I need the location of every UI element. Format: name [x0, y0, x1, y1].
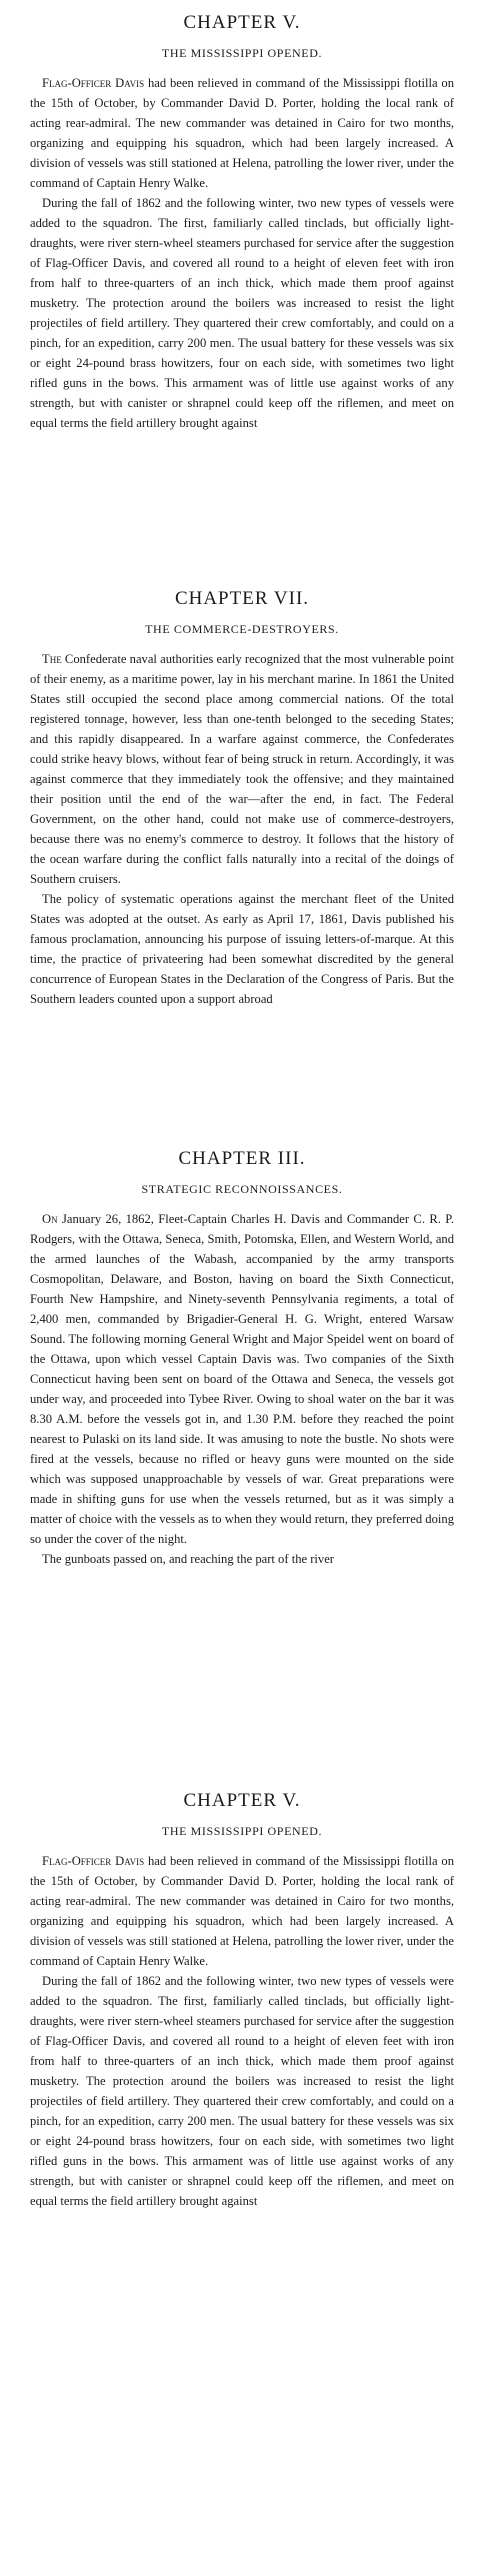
- section-heading: STRATEGIC RECONNOISSANCES.: [141, 1182, 343, 1196]
- chapter-section: [30, 12, 454, 433]
- paragraph-text: The gunboats passed on, and reaching the part of the river: [42, 1552, 335, 1566]
- paragraph: [30, 1971, 454, 2211]
- paragraph-text: had been relieved in command of the Mississippi flotilla on the 15th of October, by Commander David D. Porter, holding the local rank of acting rear-admiral. The new commander was detained in Cairo for two months, organizing and equipping his squadron, which had been largely increased. A division of vessels was still stationed at Helena, patrolling the lower river, under the command of Captain Henry Walke.: [30, 1854, 455, 1968]
- paragraph: [30, 73, 454, 193]
- paragraph-lead: The: [42, 652, 62, 666]
- chapter-section: [30, 588, 454, 1009]
- paragraph: [30, 1209, 454, 1549]
- paragraph: [30, 193, 454, 433]
- chapter-title: CHAPTER VII.: [174, 588, 310, 609]
- chapter-title: CHAPTER V.: [183, 1790, 301, 1811]
- section-heading: THE MISSISSIPPI OPENED.: [161, 1824, 323, 1838]
- chapter-title: CHAPTER V.: [183, 12, 301, 33]
- paragraph-lead: Flag-Officer Davis: [42, 1854, 145, 1868]
- paragraph-text: January 26, 1862, Fleet-Captain Charles H. Davis and Commander C. R. P. Rodgers, with the Ottawa, Seneca, Smith, Potomska, Ellen, and Western World, and the armed launches of the Wabash, accompanied by the army transports Cosmopolitan, Delaware, and Boston, having on board the Sixth Connecticut, Fourth New Hampshire, and Ninety-seventh Pennsylvania regiments, a total of 2,400 men, commanded by Brigadier-General H. G. Wright, entered Warsaw Sound. The following morning General Wright and Major Speidel went on board of the Ottawa, upon which vessel Captain Davis was. Two companies of the Sixth Connecticut having been sent on board of the Ottawa and Seneca, the vessels got under way, and proceeded into Tybee River. Owing to shoal water on the bar it was 8.30 A.M. before the vessels got in, and 1.30 P.M. before they reached the point nearest to Pulaski on its land side. It was amusing to note the bustle. No shots were fired at the vessels, because no rifled or heavy guns were mounted on the side which was supposed unapproachable by vessels of war. Great preparations were made in shifting guns for use when the vessels returned, but as it was simply a matter of choice with the vessels as to when they would return, they preferred doing so under the cover of the night.: [30, 1212, 454, 1546]
- paragraph-text: Confederate naval authorities early recognized that the most vulnerable point of their enemy, as a maritime power, lay in his merchant marine. In 1861 the United States still occupied the second place among commercial nations. Of the total registered tonnage, however, less than one-tenth belonged to the seceding States; and this rapidly disappeared. In a warfare against commerce, the Confederates could strike heavy blows, without fear of being struck in return. Accordingly, it was against commerce that they immediately took the offensive; and they maintained their position until the end of the war—after the end, in fact. The Federal Government, on the other hand, could not make use of commerce-destroyers, because there was no enemy's commerce to destroy. It follows that the history of the ocean warfare during the conflict falls naturally into a recital of the doings of Southern cruisers.: [30, 652, 454, 886]
- paragraph-text: had been relieved in command of the Mississippi flotilla on the 15th of October, by Commander David D. Porter, holding the local rank of acting rear-admiral. The new commander was detained in Cairo for two months, organizing and equipping his squadron, which had been largely increased. A division of vessels was still stationed at Helena, patrolling the lower river, under the command of Captain Henry Walke.: [30, 76, 455, 190]
- chapter-section: [30, 1148, 454, 1569]
- chapter-section: [30, 1790, 454, 2211]
- paragraph-text: During the fall of 1862 and the following winter, two new types of vessels were added to the squadron. The first, familiarly called tinclads, but officially light-draughts, were river stern-wheel steamers purchased for service after the suggestion of Flag-Officer Davis, and covered all round to a height of eleven feet with iron from half to three-quarters of an inch thick, which made them proof against musketry. The protection around the boilers was increased to resist the light projectiles of field artillery. They quartered their crew comfortably, and could on a pinch, for an expedition, carry 200 men. The usual battery for these vessels was six or eight 24-pound brass howitzers, four on each side, with sometimes two light rifled guns in the bows. This armament was of little use against works of any strength, but with canister or shrapnel could keep off the riflemen, and meet on equal terms the field artillery brought against: [30, 1974, 454, 2208]
- paragraph-lead: Flag-Officer Davis: [42, 76, 145, 90]
- paragraph: [30, 889, 454, 1009]
- section-heading: THE COMMERCE-DESTROYERS.: [145, 622, 339, 636]
- chapter-title: CHAPTER III.: [178, 1148, 306, 1169]
- paragraph: [30, 1549, 454, 1569]
- paragraph: [30, 649, 454, 889]
- paragraph-text: The policy of systematic operations against the merchant fleet of the United States was adopted at the outset. As early as April 17, 1861, Davis published his famous proclamation, announcing his purpose of issuing letters-of-marque. At this time, the practice of privateering had been somewhat discredited by the general concurrence of European States in the Declaration of the Congress of Paris. But the Southern leaders counted upon a support abroad: [30, 892, 454, 1006]
- paragraph-text: During the fall of 1862 and the following winter, two new types of vessels were added to the squadron. The first, familiarly called tinclads, but officially light-draughts, were river stern-wheel steamers purchased for service after the suggestion of Flag-Officer Davis, and covered all round to a height of eleven feet with iron from half to three-quarters of an inch thick, which made them proof against musketry. The protection around the boilers was increased to resist the light projectiles of field artillery. They quartered their crew comfortably, and could on a pinch, for an expedition, carry 200 men. The usual battery for these vessels was six or eight 24-pound brass howitzers, four on each side, with sometimes two light rifled guns in the bows. This armament was of little use against works of any strength, but with canister or shrapnel could keep off the riflemen, and meet on equal terms the field artillery brought against: [30, 196, 454, 430]
- paragraph: [30, 1851, 454, 1971]
- section-heading: THE MISSISSIPPI OPENED.: [161, 46, 323, 60]
- paragraph-lead: On: [42, 1212, 58, 1226]
